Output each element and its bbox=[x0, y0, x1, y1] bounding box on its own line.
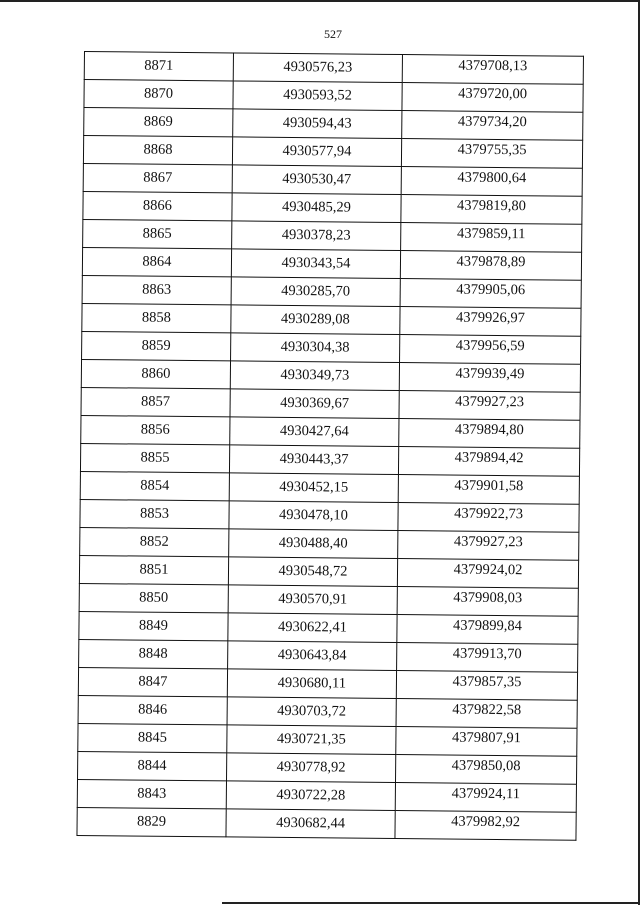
x-coordinate-cell: 4930369,67 bbox=[230, 389, 399, 419]
x-coordinate-cell: 4930722,28 bbox=[226, 781, 395, 811]
x-coordinate-cell: 4930343,54 bbox=[231, 249, 400, 279]
x-coordinate-cell: 4930622,41 bbox=[228, 613, 397, 643]
point-number-cell: 8867 bbox=[83, 163, 232, 192]
y-coordinate-cell: 4379982,92 bbox=[395, 811, 576, 841]
point-number-cell: 8854 bbox=[80, 471, 229, 500]
point-number-cell: 8848 bbox=[79, 639, 228, 668]
point-number-cell: 8871 bbox=[84, 52, 233, 81]
y-coordinate-cell: 4379927,23 bbox=[398, 531, 579, 561]
point-number-cell: 8849 bbox=[79, 611, 228, 640]
y-coordinate-cell: 4379807,91 bbox=[396, 727, 577, 757]
y-coordinate-cell: 4379708,13 bbox=[402, 55, 583, 85]
y-coordinate-cell: 4379822,58 bbox=[396, 699, 577, 729]
point-number-cell: 8869 bbox=[84, 108, 233, 137]
point-number-cell: 8852 bbox=[80, 527, 229, 556]
x-coordinate-cell: 4930285,70 bbox=[231, 277, 400, 307]
y-coordinate-cell: 4379859,11 bbox=[401, 223, 582, 253]
x-coordinate-cell: 4930577,94 bbox=[232, 137, 401, 167]
y-coordinate-cell: 4379878,89 bbox=[400, 251, 581, 281]
x-coordinate-cell: 4930643,84 bbox=[227, 641, 396, 671]
point-number-cell: 8860 bbox=[81, 359, 230, 388]
point-number-cell: 8864 bbox=[82, 247, 231, 276]
x-coordinate-cell: 4930576,23 bbox=[233, 53, 402, 83]
x-coordinate-cell: 4930443,37 bbox=[229, 445, 398, 475]
y-coordinate-cell: 4379901,58 bbox=[398, 475, 579, 505]
point-number-cell: 8845 bbox=[78, 723, 227, 752]
x-coordinate-cell: 4930593,52 bbox=[233, 81, 402, 111]
point-number-cell: 8844 bbox=[78, 751, 227, 780]
y-coordinate-cell: 4379857,35 bbox=[396, 671, 577, 701]
x-coordinate-cell: 4930703,72 bbox=[227, 697, 396, 727]
x-coordinate-cell: 4930349,73 bbox=[230, 361, 399, 391]
point-number-cell: 8857 bbox=[81, 387, 230, 416]
x-coordinate-cell: 4930594,43 bbox=[233, 109, 402, 139]
y-coordinate-cell: 4379939,49 bbox=[399, 363, 580, 393]
y-coordinate-cell: 4379956,59 bbox=[400, 335, 581, 365]
point-number-cell: 8866 bbox=[83, 191, 232, 220]
y-coordinate-cell: 4379926,97 bbox=[400, 307, 581, 337]
point-number-cell: 8870 bbox=[84, 80, 233, 109]
x-coordinate-cell: 4930485,29 bbox=[232, 193, 401, 223]
x-coordinate-cell: 4930721,35 bbox=[227, 725, 396, 755]
point-number-cell: 8851 bbox=[79, 555, 228, 584]
x-coordinate-cell: 4930530,47 bbox=[232, 165, 401, 195]
point-number-cell: 8843 bbox=[77, 779, 226, 808]
x-coordinate-cell: 4930427,64 bbox=[230, 417, 399, 447]
x-coordinate-cell: 4930778,92 bbox=[226, 753, 395, 783]
scan-edge-top bbox=[0, 0, 640, 2]
point-number-cell: 8863 bbox=[82, 275, 231, 304]
y-coordinate-cell: 4379899,84 bbox=[397, 615, 578, 645]
x-coordinate-cell: 4930680,11 bbox=[227, 669, 396, 699]
y-coordinate-cell: 4379924,02 bbox=[397, 559, 578, 589]
x-coordinate-cell: 4930304,38 bbox=[230, 333, 399, 363]
point-number-cell: 8868 bbox=[83, 136, 232, 165]
y-coordinate-cell: 4379755,35 bbox=[401, 139, 582, 169]
y-coordinate-cell: 4379734,20 bbox=[402, 111, 583, 141]
y-coordinate-cell: 4379894,42 bbox=[398, 447, 579, 477]
table-row bbox=[77, 807, 576, 840]
point-number-cell: 8858 bbox=[82, 303, 231, 332]
point-number-cell: 8847 bbox=[78, 667, 227, 696]
y-coordinate-cell: 4379927,23 bbox=[399, 391, 580, 421]
point-number-cell: 8865 bbox=[83, 219, 232, 248]
x-coordinate-cell: 4930289,08 bbox=[231, 305, 400, 335]
x-coordinate-cell: 4930682,44 bbox=[226, 809, 395, 839]
point-number-cell: 8850 bbox=[79, 583, 228, 612]
point-number-cell: 8853 bbox=[80, 499, 229, 528]
point-number-cell: 8856 bbox=[81, 415, 230, 444]
x-coordinate-cell: 4930478,10 bbox=[229, 501, 398, 531]
y-coordinate-cell: 4379913,70 bbox=[397, 643, 578, 673]
x-coordinate-cell: 4930488,40 bbox=[229, 529, 398, 559]
page-number: 527 bbox=[324, 27, 342, 41]
y-coordinate-cell: 4379905,06 bbox=[400, 279, 581, 309]
point-number-cell: 8855 bbox=[80, 443, 229, 472]
y-coordinate-cell: 4379850,08 bbox=[395, 755, 576, 785]
x-coordinate-cell: 4930548,72 bbox=[228, 557, 397, 587]
y-coordinate-cell: 4379800,64 bbox=[401, 167, 582, 197]
point-number-cell: 8846 bbox=[78, 695, 227, 724]
y-coordinate-cell: 4379908,03 bbox=[397, 587, 578, 617]
y-coordinate-cell: 4379922,73 bbox=[398, 503, 579, 533]
coordinates-table-body bbox=[77, 52, 584, 841]
y-coordinate-cell: 4379819,80 bbox=[401, 195, 582, 225]
x-coordinate-cell: 4930378,23 bbox=[232, 221, 401, 251]
y-coordinate-cell: 4379894,80 bbox=[399, 419, 580, 449]
y-coordinate-cell: 4379924,11 bbox=[395, 783, 576, 813]
coordinates-table bbox=[76, 51, 584, 841]
point-number-cell: 8859 bbox=[82, 331, 231, 360]
x-coordinate-cell: 4930570,91 bbox=[228, 585, 397, 615]
scan-edge-bottom bbox=[222, 902, 640, 904]
point-number-cell: 8829 bbox=[77, 807, 226, 836]
x-coordinate-cell: 4930452,15 bbox=[229, 473, 398, 503]
y-coordinate-cell: 4379720,00 bbox=[402, 83, 583, 113]
